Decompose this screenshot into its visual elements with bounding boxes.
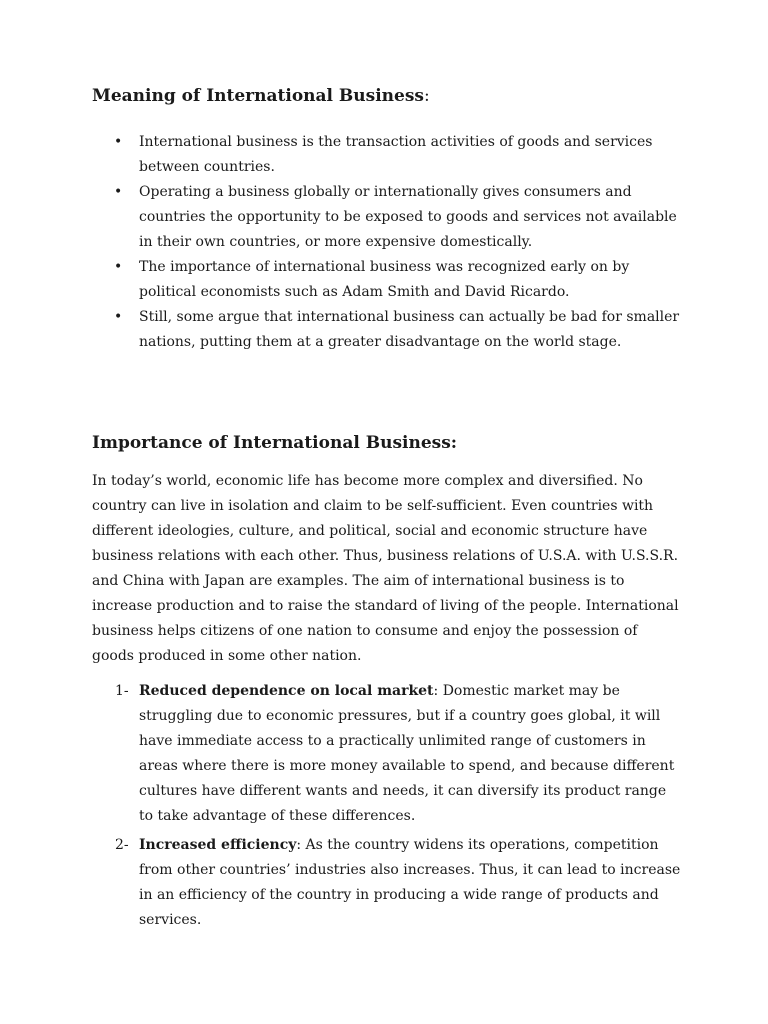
importance-numbered-list [92,679,682,937]
bullet-item [92,305,682,355]
bullet-text: International business is the transaction activities of goods and services between countries. [139,134,653,175]
section-heading-importance: Importance of International Business: [92,433,458,453]
bullet-dot-icon: • [114,309,123,325]
numbered-item [92,679,682,829]
numbered-item [92,833,682,933]
bullet-text: Still, some argue that international business can actually be bad for smaller nations, putting them at a greater disadvantage on the world stage. [139,309,680,350]
item-number: 1- [115,683,129,699]
bullet-item [92,180,682,255]
item-term: Increased efficiency [139,837,297,853]
bullet-item [92,255,682,305]
item-number: 2- [115,837,129,853]
bullet-text: The importance of international business was recognized early on by political economists such as Adam Smith and David Ricardo. [139,259,630,300]
item-text: : Domestic market may be struggling due to economic pressures, but if a country goes global, it will have immediate access to a practically unlimited range of customers in areas where there is more money available to spend, and because different cultures have different wants and needs, it can diversify its product range to take advantage of these differences. [139,683,675,824]
bullet-dot-icon: • [114,134,123,150]
importance-intro-paragraph: In today’s world, economic life has become more complex and diversified. No country can live in isolation and claim to be self-sufficient. Even countries with different ideologies, culture, and political, social and economic structure have business relations with each other. Thus, business relations of U.S.A. with U.S.S.R. and China with Japan are examples. The aim of international business is to increase production and to raise the standard of living of the people. International business helps citizens of one nation to consume and enjoy the possession of goods produced in some other nation. [92,473,679,664]
section-heading-meaning [92,86,430,106]
heading-colon: : [424,86,430,106]
item-text: : As the country widens its operations, competition from other countries’ industries also increases. Thus, it can lead to increase in an efficiency of the country in producing a wide range of products and services. [139,837,681,928]
meaning-bullet-list [92,130,682,355]
bullet-text: Operating a business globally or internationally gives consumers and countries the opportunity to be exposed to goods and services not available in their own countries, or more expensive domestically. [139,184,677,250]
section-heading-meaning-text: Meaning of International Business [92,86,424,106]
bullet-dot-icon: • [114,184,123,200]
item-term: Reduced dependence on local market [139,683,434,699]
bullet-dot-icon: • [114,259,123,275]
bullet-item [92,130,682,180]
